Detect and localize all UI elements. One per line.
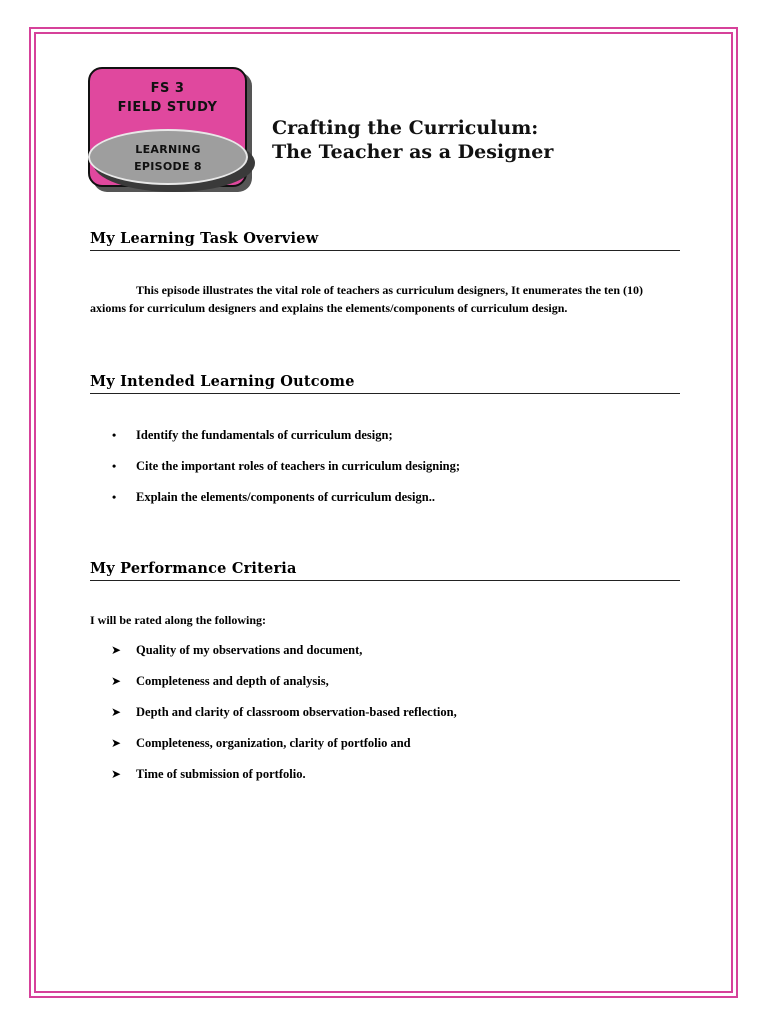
page-title	[272, 116, 553, 164]
list-item	[90, 766, 680, 797]
bullet-icon: •	[112, 428, 117, 442]
title-line1: Crafting the Curriculum:	[272, 117, 539, 139]
list-item	[90, 735, 680, 766]
list-item-text: Cite the important roles of teachers in curriculum designing;	[136, 459, 461, 473]
list-item	[90, 489, 680, 520]
list-item-text: Completeness, organization, clarity of portfolio and	[136, 736, 411, 750]
list-item	[90, 427, 680, 458]
arrow-bullet-icon: ➤	[111, 736, 122, 750]
bullet-icon: •	[112, 490, 117, 504]
criteria-intro: I will be rated along the following:	[90, 613, 266, 627]
list-item	[90, 704, 680, 735]
list-item	[90, 642, 680, 673]
badge-course: FS 3	[150, 81, 185, 96]
arrow-bullet-icon: ➤	[111, 705, 122, 719]
criteria-heading: My Performance Criteria	[90, 560, 680, 581]
overview-text: This episode illustrates the vital role of teachers as curriculum designers, It enumerates the ten (10) axioms for curriculum designers and explains the elements/components of curriculum design.	[90, 283, 644, 315]
list-item-text: Depth and clarity of classroom observation-based reflection,	[136, 705, 457, 719]
list-item-text: Time of submission of portfolio.	[136, 767, 306, 781]
episode-line1: LEARNING	[135, 143, 201, 156]
badge-label: FIELD STUDY	[117, 100, 218, 115]
outcome-heading: My Intended Learning Outcome	[90, 373, 680, 394]
arrow-bullet-icon: ➤	[111, 767, 122, 781]
list-item-text: Quality of my observations and document,	[136, 643, 363, 657]
episode-oval	[88, 129, 248, 185]
title-line2: The Teacher as a Designer	[272, 141, 554, 163]
list-item	[90, 673, 680, 704]
arrow-bullet-icon: ➤	[111, 674, 122, 688]
list-item-text: Explain the elements/components of curriculum design..	[136, 490, 435, 504]
arrow-bullet-icon: ➤	[111, 643, 122, 657]
episode-line2: EPISODE 8	[134, 160, 202, 173]
outcome-list	[90, 427, 680, 520]
criteria-list	[90, 642, 680, 797]
bullet-icon: •	[112, 459, 117, 473]
list-item-text: Completeness and depth of analysis,	[136, 674, 329, 688]
episode-text	[90, 141, 246, 175]
overview-paragraph	[90, 281, 680, 317]
list-item	[90, 458, 680, 489]
overview-heading: My Learning Task Overview	[90, 230, 680, 251]
list-item-text: Identify the fundamentals of curriculum design;	[136, 428, 393, 442]
